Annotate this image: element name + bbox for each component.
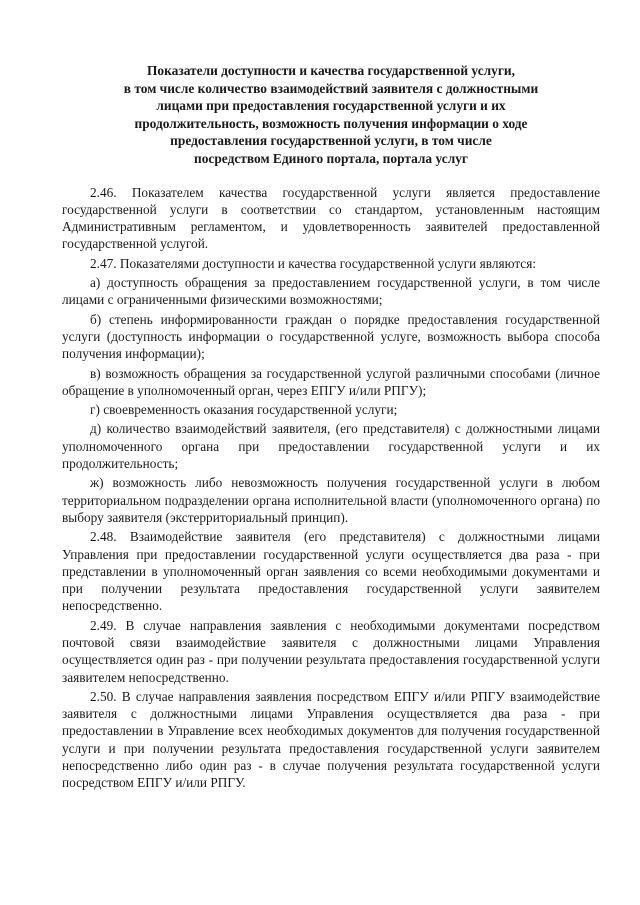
heading-line: в том числе количество взаимодействий заявителя с должностными [123,80,539,96]
list-item-zh: ж) возможность либо невозможность получения государственной услуги в любом территориальном подразделении органа исполнительной власти (уполномоченного органа) по выбору заявителя (экстерриториальный принцип). [62,475,600,525]
document-page [62,62,600,794]
paragraph-2-49: 2.49. В случае направления заявления с необходимыми документами посредством почтовой связи взаимодействие заявителя с должностными лицами Управления осуществляется один раз - при получении результата предоставления государственной услуги заявителем непосредственно. [62,617,600,685]
list-item-g: г) своевременность оказания государственной услуги; [90,402,398,418]
paragraph-2-48: 2.48. Взаимодействие заявителя (его представителя) с должностными лицами Управления при предоставлении государственной услуги осуществляется два раза - при представлении в уполномоченный орган заявления со всеми необходимыми документами и при получении результата предоставления государственной услуги заявителем непосредственно. [62,529,600,614]
paragraph-2-46: 2.46. Показателем качества государственной услуги является предоставление государственной услуги в соответствии со стандартом, установленным настоящим Административным регламентом, и удовлетворенность заявителей предоставленной государственной услугой. [62,184,600,252]
list-item-d: д) количество взаимодействий заявителя, (его представителя) с должностными лицами уполномоченного органа при предоставлении государственной услуги и их продолжительность; [62,421,600,472]
list-item-b: б) степень информированности граждан о порядке предоставления государственной услуги (доступность информации о государственной услуге, возможность выбора способа получения информации); [62,311,600,362]
list-item-v: в) возможность обращения за государственной услугой различными способами (личное обращение в уполномоченный орган, через ЕПГУ и/или РПГУ); [62,365,600,398]
list-item-a: а) доступность обращения за предоставлением государственной услуги, в том числе лицами с ограниченными физическими возможностями; [62,275,600,308]
heading-line: предоставления государственной услуги, в том числе [170,133,492,149]
heading-line: продолжительность, возможность получения информации о ходе [134,115,528,131]
section-heading [62,62,600,168]
heading-line: посредством Единого портала, портала услуг [194,150,468,166]
paragraph-2-50: 2.50. В случае направления заявления посредством ЕПГУ и/или РПГУ взаимодействие заявителя с должностными лицами Управления осуществляется два раза - при предоставлении в Управление всех необходимых документов для получения государственной услуги и при получении результата предоставления государственной услуги заявителем непосредственно либо один раз - в случае получения результата государственной услуги посредством ЕПГУ и/или РПГУ. [62,688,600,791]
paragraph-2-47: 2.47. Показателями доступности и качества государственной услуги являются: [90,255,537,271]
heading-line: лицами при предоставления государственной услуги и их [156,98,506,114]
heading-line: Показатели доступности и качества государственной услуги, [147,63,515,78]
